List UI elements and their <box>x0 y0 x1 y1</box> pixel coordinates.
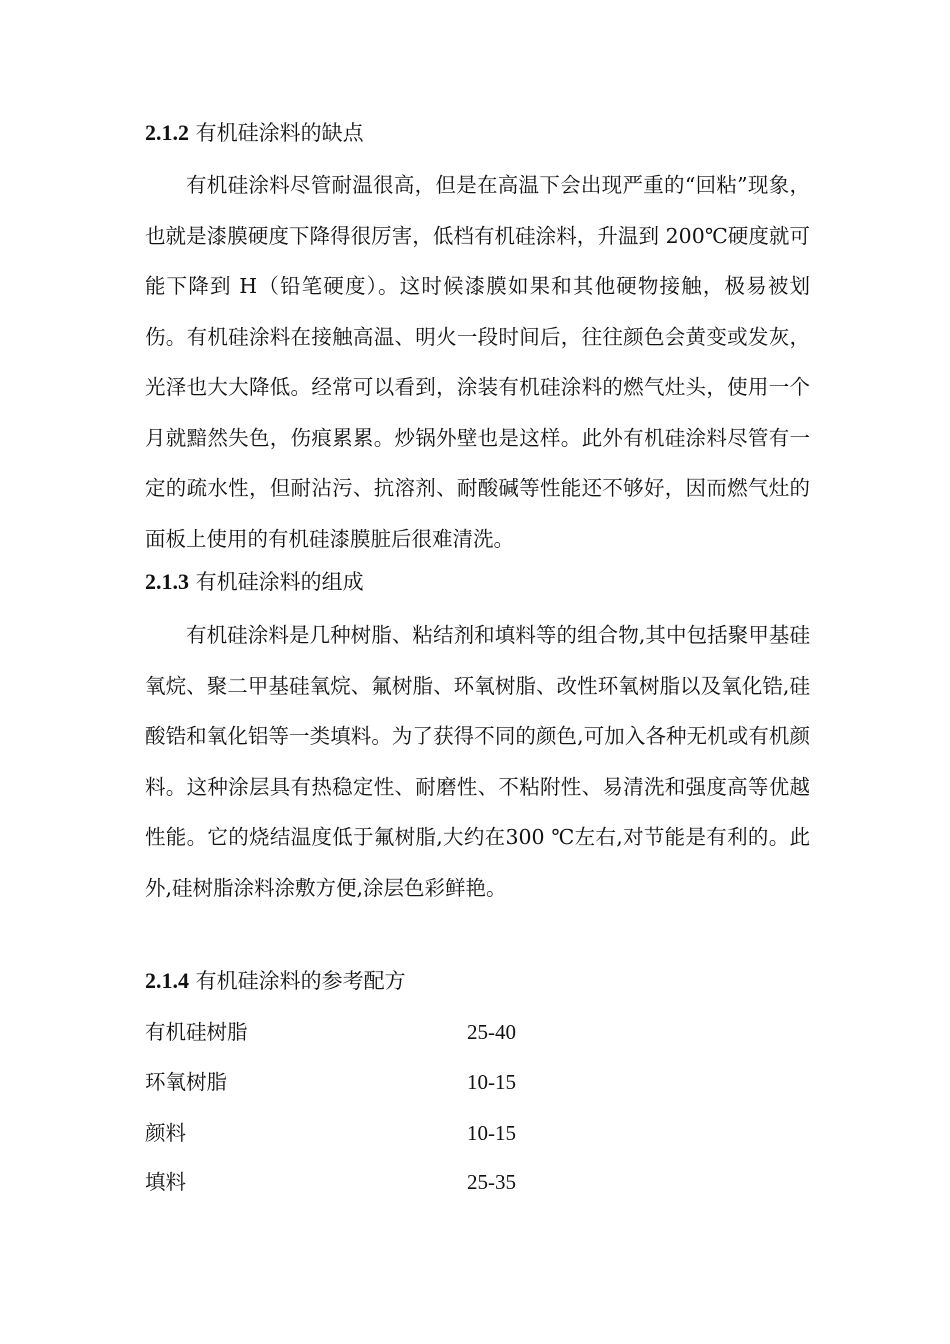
ingredient-range: 10-15 <box>467 1121 516 1145</box>
section-title: 有机硅涂料的参考配方 <box>189 969 406 993</box>
formula-row <box>145 1118 645 1148</box>
section-paragraph-2-1-2: 有机硅涂料尽管耐温很高，但是在高温下会出现严重的“回粘”现象，也就是漆膜硬度下降得很厉害，低档有机硅涂料，升温到 200℃硬度就可能下降到 H（铅笔硬度）。这时候漆膜如果和其他硬物接触，极易被划伤。有机硅涂料在接触高温、明火一段时间后，往往颜色会黄变或发灰，光泽也大大降低。经常可以看到，涂装有机硅涂料的燃气灶头，使用一个月就黯然失色，伤痕累累。炒锅外壁也是这样。此外有机硅涂料尽管有一定的疏水性，但耐沾污、抗溶剂、耐酸碱等性能还不够好，因而燃气灶的面板上使用的有机硅漆膜脏后很难清洗。 <box>145 173 810 551</box>
ingredient-range: 25-35 <box>467 1170 516 1194</box>
section-number: 2.1.3 <box>145 569 189 594</box>
ingredient-range: 25-40 <box>467 1020 516 1044</box>
ingredient-name: 有机硅树脂 <box>145 1020 248 1044</box>
section-title: 有机硅涂料的缺点 <box>189 121 364 145</box>
ingredient-name: 填料 <box>145 1170 186 1194</box>
ingredient-name: 环氧树脂 <box>145 1070 227 1094</box>
section-number: 2.1.2 <box>145 120 189 145</box>
formula-row <box>145 1017 645 1047</box>
section-title: 有机硅涂料的组成 <box>189 570 364 594</box>
ingredient-range: 10-15 <box>467 1070 516 1094</box>
ingredient-name: 颜料 <box>145 1121 186 1145</box>
formula-row <box>145 1067 645 1097</box>
formula-row <box>145 1167 645 1197</box>
section-heading-2-1-3 <box>145 567 815 597</box>
section-heading-2-1-2 <box>145 118 815 148</box>
section-heading-2-1-4 <box>145 966 815 996</box>
section-paragraph-2-1-3: 有机硅涂料是几种树脂、粘结剂和填料等的组合物,其中包括聚甲基硅氧烷、聚二甲基硅氧烷、氟树脂、环氧树脂、改性环氧树脂以及氧化锆,硅酸锆和氧化铝等一类填料。为了获得不同的颜色,可加入各种无机或有机颜料。这种涂层具有热稳定性、耐磨性、不粘附性、易清洗和强度高等优越性能。它的烧结温度低于氟树脂,大约在300 ℃左右,对节能是有利的。此外,硅树脂涂料涂敷方便,涂层色彩鲜艳。 <box>145 623 810 900</box>
section-number: 2.1.4 <box>145 968 189 993</box>
